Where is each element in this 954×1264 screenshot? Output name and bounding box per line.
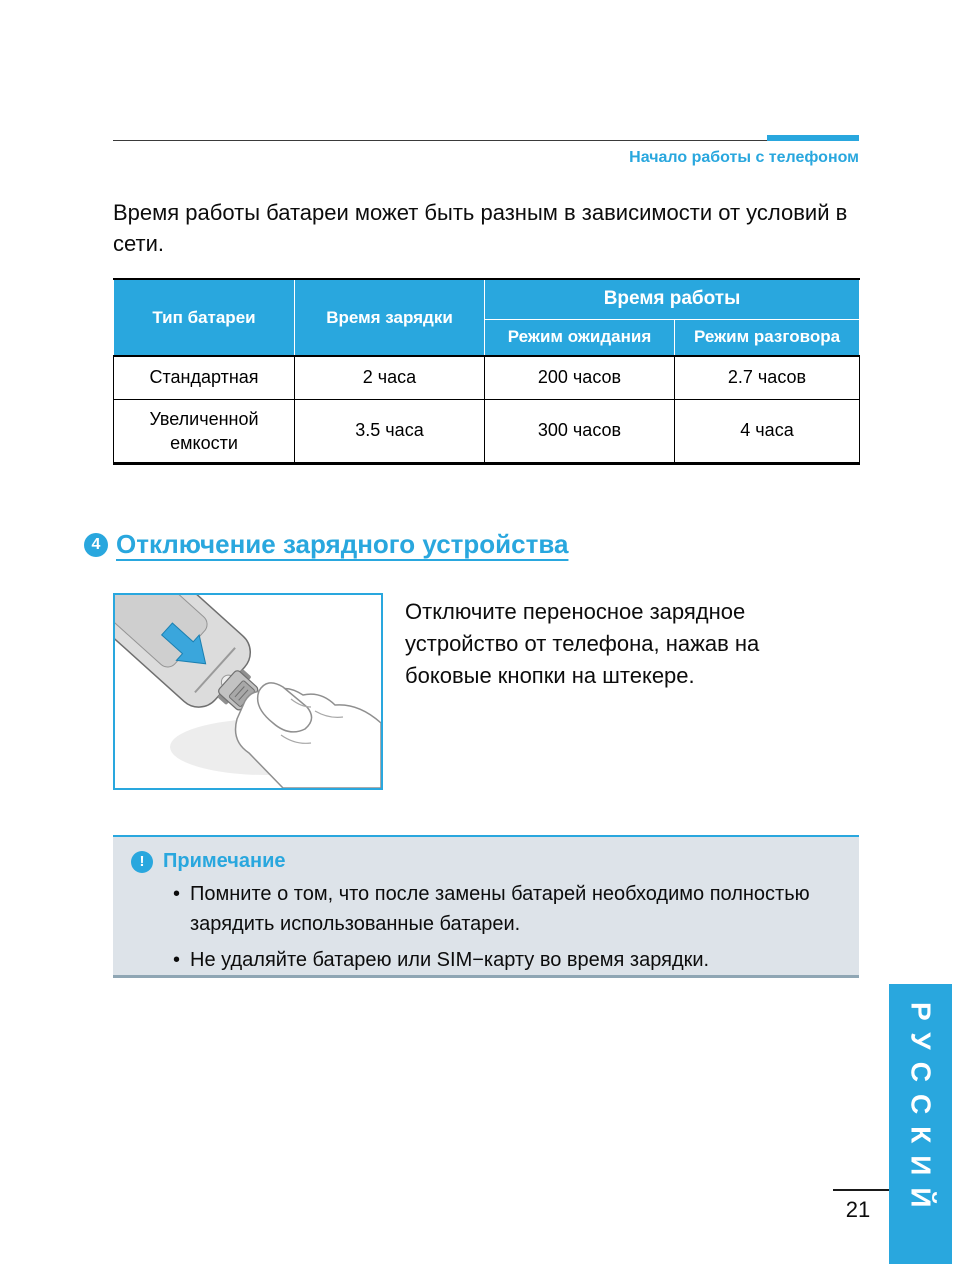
- note-title: Примечание: [163, 850, 286, 872]
- bullet-marker: •: [173, 883, 181, 905]
- battery-table: [113, 278, 860, 465]
- sidebar-language-label: РУССКИЙ: [905, 1002, 937, 1220]
- col-header-standby-mode: Режим ожидания: [485, 319, 675, 356]
- note-item: [173, 945, 813, 975]
- col-header-talk-mode: Режим разговора: [675, 319, 860, 356]
- chapter-breadcrumb: Начало работы с телефоном: [629, 149, 859, 166]
- note-header: [131, 850, 859, 873]
- cell-charge-time: 2 часа: [295, 356, 485, 399]
- sidebar-language-tab: [889, 984, 952, 1264]
- col-header-battery-type: Тип батареи: [114, 279, 295, 356]
- section-number-badge: 4: [84, 533, 108, 557]
- note-item: [173, 879, 813, 939]
- intro-paragraph: Время работы батареи может быть разным в зависимости от условий в сети.: [113, 200, 848, 256]
- cell-talk-time: 4 часа: [675, 399, 860, 463]
- col-header-charge-time: Время зарядки: [295, 279, 485, 356]
- cell-standby-time: 300 часов: [485, 399, 675, 463]
- table-row: [114, 399, 860, 463]
- cell-battery-type: Стандартная: [114, 356, 295, 399]
- bullet-marker: •: [173, 949, 181, 971]
- cell-talk-time: 2.7 часов: [675, 356, 860, 399]
- note-item-text: Не удаляйте батарею или SIM−карту во время зарядки.: [190, 949, 710, 971]
- table-row: [114, 356, 860, 399]
- section-title: Отключение зарядного устройства: [116, 529, 569, 559]
- header-rule: [113, 140, 859, 141]
- note-list: [173, 879, 859, 975]
- header-rule-accent: [767, 135, 859, 141]
- page-number: 21: [845, 1197, 871, 1222]
- col-header-work-time: Время работы: [485, 279, 860, 319]
- section-body-text: Отключите переносное зарядное устройство от телефона, нажав на боковые кнопки на штекере.: [405, 599, 760, 688]
- cell-battery-type-text: Увеличенной емкости: [149, 408, 259, 453]
- cell-standby-time: 200 часов: [485, 356, 675, 399]
- cell-battery-type: [114, 399, 295, 463]
- figure-box: [113, 593, 383, 790]
- page-number-rule: [833, 1189, 889, 1191]
- note-item-text: Помните о том, что после замены батарей необходимо полностью зарядить использованные батареи.: [190, 883, 810, 935]
- note-box: [113, 835, 859, 978]
- cell-charge-time: 3.5 часа: [295, 399, 485, 463]
- charger-removal-illustration: [115, 595, 381, 788]
- exclamation-icon: !: [131, 851, 153, 873]
- section-heading: [84, 529, 568, 560]
